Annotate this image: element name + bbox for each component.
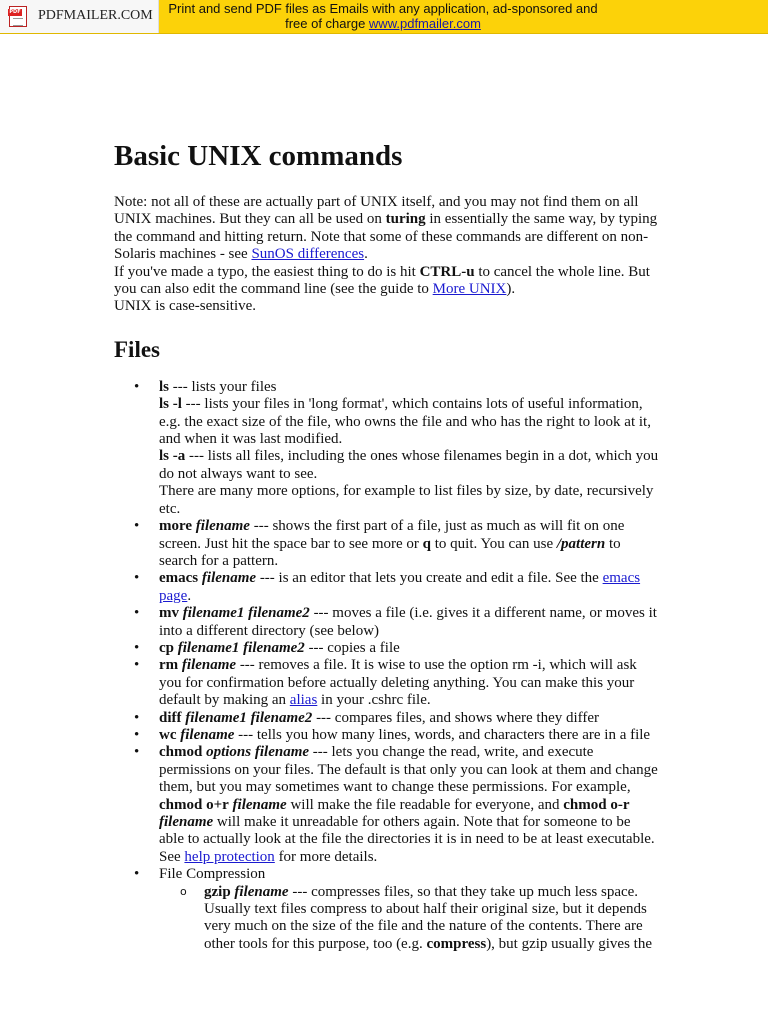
intro-case-sensitive: UNIX is case-sensitive. bbox=[114, 298, 257, 315]
files-heading: Files bbox=[114, 336, 160, 362]
desc-ls-l: --- lists your files in 'long format', which contains lots of useful information, e.g. the exact size of the file, who owns the file and who has the right to look at it, and when it was last modified. bbox=[159, 396, 651, 448]
desc-emacs-end: . bbox=[187, 587, 192, 604]
list-item-mv bbox=[114, 605, 659, 640]
cmd-chmod-or-plus: chmod o+r bbox=[159, 796, 229, 813]
arg-gzip: filename bbox=[234, 883, 289, 900]
intro-typo-text-c: ). bbox=[506, 281, 516, 298]
cmd-cp: cp bbox=[159, 639, 174, 656]
list-item-wc bbox=[114, 727, 659, 744]
intro-note-text-b: in essentially the same way, by typing the command and hitting return. Note that some of these commands are different on non-Solaris machines - see bbox=[114, 211, 658, 263]
alias-link[interactable]: alias bbox=[289, 692, 318, 709]
cmd-more: more bbox=[159, 518, 193, 535]
cmd-ls-a: ls -a bbox=[159, 448, 186, 465]
cmd-ls-l: ls -l bbox=[159, 396, 182, 413]
files-command-list bbox=[114, 379, 659, 953]
cmd-compress: compress bbox=[426, 935, 487, 952]
desc-gzip-a: --- compresses files, so that they take up much less space. Usually text files compress to about half their original size, but it depends very much on the size of the file and the nature of the contents. There are other tools for this purpose, too (e.g. bbox=[204, 883, 647, 952]
intro-note-text-a: Note: not all of these are actually part of UNIX itself, and you may not find them on all UNIX machines. But they can all be used on bbox=[114, 194, 639, 228]
desc-chmod-c: will make it unreadable for others again. Note that for someone to be able to actually look at the file the directories it is in need to be at least executable. See bbox=[159, 814, 655, 865]
desc-mv: --- moves a file (i.e. gives it a different name, or moves it into a different directory (see below) bbox=[159, 605, 657, 639]
compression-label: File Compression bbox=[159, 866, 266, 883]
more-unix-link[interactable]: More UNIX bbox=[432, 281, 507, 298]
desc-diff: --- compares files, and shows where they differ bbox=[312, 709, 600, 726]
sublist-item-gzip bbox=[159, 884, 659, 954]
cmd-emacs: emacs bbox=[159, 570, 199, 587]
desc-more-c: to search for a pattern. bbox=[159, 535, 621, 569]
ls-more-options: There are many more options, for example to list files by size, by date, recursively etc. bbox=[159, 483, 654, 517]
list-item-ls bbox=[114, 379, 659, 518]
intro-note-text-c: . bbox=[364, 246, 368, 263]
intro-typo-text-a: If you've made a typo, the easiest thing to do is hit bbox=[114, 263, 420, 280]
desc-more-a: --- shows the first part of a file, just as much as will fit on one screen. Just hit the space bar to see more or bbox=[159, 518, 625, 552]
arg-emacs: filename bbox=[201, 570, 257, 587]
pdf-icon-tag: PDF bbox=[9, 9, 21, 15]
banner-message bbox=[158, 1, 608, 31]
intro-turing: turing bbox=[385, 211, 426, 228]
list-item-more bbox=[114, 518, 659, 570]
arg-wc: filename bbox=[180, 726, 235, 743]
arg-more: filename bbox=[195, 518, 250, 535]
list-item-cp bbox=[114, 640, 659, 657]
arg-pattern: /pattern bbox=[556, 535, 606, 552]
cmd-chmod-or-minus: chmod o-r bbox=[563, 796, 630, 813]
page-title: Basic UNIX commands bbox=[114, 140, 403, 172]
arg-chmod-or-minus: filename bbox=[159, 814, 214, 830]
cmd-ls: ls bbox=[159, 378, 170, 395]
cmd-rm: rm bbox=[159, 657, 179, 674]
cmd-gzip: gzip bbox=[204, 883, 231, 900]
desc-rm-end: in your .cshrc file. bbox=[317, 692, 431, 709]
arg-cp: filename1 filename2 bbox=[177, 639, 305, 656]
intro-typo-text-b: to cancel the whole line. But you can also edit the command line (see the guide to bbox=[114, 263, 650, 298]
pdf-icon-lines bbox=[13, 18, 23, 26]
desc-more-b: to quit. You can use bbox=[431, 535, 557, 552]
desc-rm: --- removes a file. It is wise to use the option rm -i, which will ask you for confirmation before actually deleting anything. You can make this your default by making an bbox=[159, 657, 637, 709]
brand-name[interactable]: PDFMAILER.COM bbox=[38, 8, 153, 23]
list-item-rm bbox=[114, 657, 659, 709]
help-protection-link[interactable]: help protection bbox=[184, 848, 275, 865]
cmd-chmod: chmod bbox=[159, 744, 203, 761]
arg-chmod: options filename bbox=[206, 744, 310, 761]
desc-ls-a: --- lists all files, including the ones whose filenames begin in a dot, which you do not always want to see. bbox=[159, 448, 659, 482]
cmd-mv: mv bbox=[159, 605, 179, 622]
document-body bbox=[114, 136, 659, 953]
desc-ls: --- lists your files bbox=[169, 378, 277, 395]
desc-wc: --- tells you how many lines, words, and characters there are in a file bbox=[234, 726, 651, 743]
banner-message-line1: Print and send PDF files as Emails with any application, ad-sponsored and bbox=[168, 1, 598, 16]
desc-cp: --- copies a file bbox=[304, 639, 400, 656]
banner-link[interactable]: www.pdfmailer.com bbox=[368, 16, 481, 31]
emacs-page-link[interactable]: emacs page bbox=[159, 570, 641, 604]
list-item-chmod bbox=[114, 744, 659, 866]
desc-gzip-b: ), but gzip usually gives the bbox=[486, 935, 652, 952]
desc-emacs: --- is an editor that lets you create and edit a file. See the bbox=[256, 570, 603, 587]
sunos-differences-link[interactable]: SunOS differences bbox=[251, 246, 365, 263]
intro-note bbox=[114, 194, 659, 264]
cmd-diff: diff bbox=[159, 709, 182, 726]
list-item-compression bbox=[114, 866, 659, 953]
banner-message-line2: free of charge bbox=[285, 16, 369, 31]
list-item-diff bbox=[114, 710, 659, 727]
arg-mv: filename1 filename2 bbox=[182, 605, 310, 622]
desc-chmod-a: --- lets you change the read, write, and execute permissions on your files. The default is that only you can look at them and change them, but you may sometimes want to change these permissions. For example, bbox=[159, 744, 658, 796]
brand-area[interactable] bbox=[0, 0, 159, 33]
intro-typo bbox=[114, 264, 659, 299]
arg-chmod-or-plus: filename bbox=[232, 796, 287, 813]
desc-chmod-end: for more details. bbox=[274, 848, 378, 865]
cmd-wc: wc bbox=[159, 726, 177, 743]
compression-sublist bbox=[159, 884, 659, 954]
key-q: q bbox=[422, 535, 432, 552]
arg-diff: filename1 filename2 bbox=[185, 709, 313, 726]
arg-rm: filename bbox=[181, 657, 237, 674]
list-item-emacs bbox=[114, 570, 659, 605]
ad-banner bbox=[0, 0, 768, 34]
intro-ctrl-u: CTRL-u bbox=[419, 263, 475, 280]
pdf-file-icon bbox=[9, 6, 27, 27]
desc-chmod-b: will make the file readable for everyone, and bbox=[286, 796, 564, 813]
